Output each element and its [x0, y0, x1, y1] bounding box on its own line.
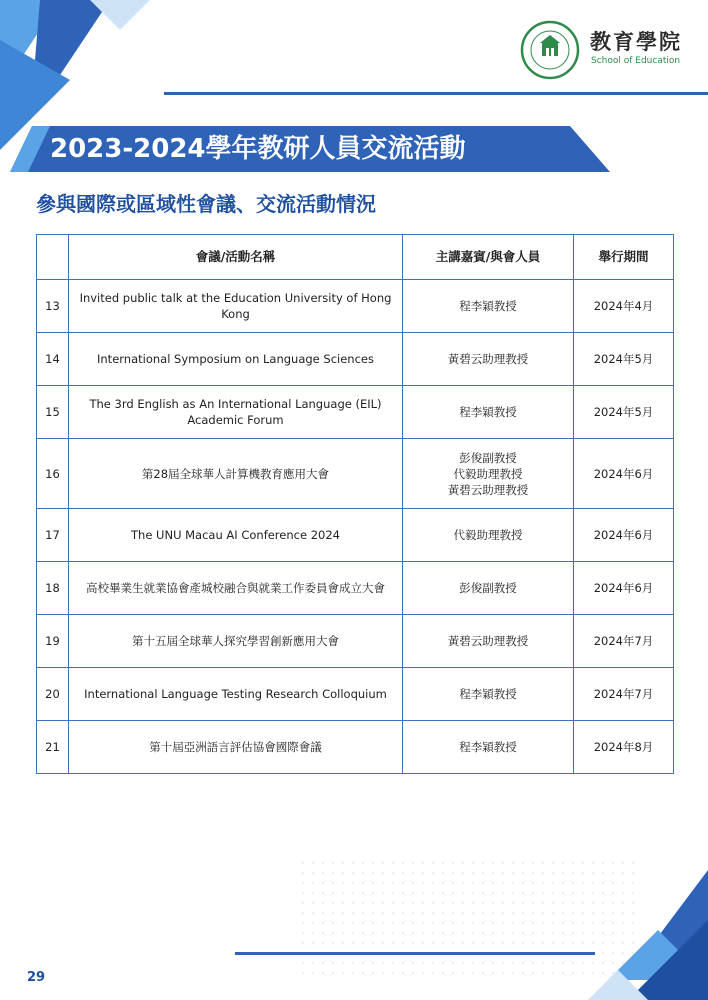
activity-date: 2024年6月	[574, 439, 674, 509]
school-name-english: School of Education	[591, 56, 681, 66]
header-cell: 舉行期間	[574, 235, 674, 280]
activity-name: 第28屆全球華人計算機教育應用大會	[69, 439, 403, 509]
row-number: 19	[37, 615, 69, 668]
row-number: 13	[37, 280, 69, 333]
page-number: 29	[27, 970, 46, 985]
header-cell: 主講嘉賓/與會人員	[403, 235, 574, 280]
university-seal-logo	[520, 20, 580, 80]
participants: 彭俊副教授 代毅助理教授 黃碧云助理教授	[403, 439, 574, 509]
table-row	[37, 615, 674, 668]
row-number: 21	[37, 721, 69, 774]
school-name-chinese: 教育學院	[590, 29, 682, 54]
participants: 彭俊副教授	[403, 562, 574, 615]
table-row	[37, 439, 674, 509]
activity-date: 2024年7月	[574, 668, 674, 721]
activity-name: The UNU Macau AI Conference 2024	[69, 509, 403, 562]
table-row	[37, 386, 674, 439]
row-number: 15	[37, 386, 69, 439]
activity-date: 2024年7月	[574, 615, 674, 668]
activity-name: International Symposium on Language Sciences	[69, 333, 403, 386]
page-title: 2023-2024學年教研人員交流活動	[50, 134, 466, 164]
activity-date: 2024年5月	[574, 333, 674, 386]
corner-decoration-bottom-right	[588, 860, 708, 1000]
activity-date: 2024年5月	[574, 386, 674, 439]
row-number: 17	[37, 509, 69, 562]
participants: 程李穎教授	[403, 280, 574, 333]
activity-name: Invited public talk at the Education University of Hong Kong	[69, 280, 403, 333]
activity-name: International Language Testing Research Colloquium	[69, 668, 403, 721]
activity-date: 2024年4月	[574, 280, 674, 333]
activity-name: 高校畢業生就業協會產城校融合與就業工作委員會成立大會	[69, 562, 403, 615]
row-number: 16	[37, 439, 69, 509]
table-row	[37, 562, 674, 615]
participants: 程李穎教授	[403, 386, 574, 439]
header-divider	[164, 92, 708, 95]
activity-date: 2024年8月	[574, 721, 674, 774]
participants: 黃碧云助理教授	[403, 333, 574, 386]
footer-divider	[235, 952, 595, 955]
activities-table	[36, 234, 674, 774]
participants: 程李穎教授	[403, 721, 574, 774]
row-number: 14	[37, 333, 69, 386]
participants: 程李穎教授	[403, 668, 574, 721]
table-row	[37, 509, 674, 562]
header-cell	[37, 235, 69, 280]
table-row	[37, 333, 674, 386]
activity-name: 第十屆亞洲語言評估協會國際會議	[69, 721, 403, 774]
header-cell: 會議/活動名稱	[69, 235, 403, 280]
table-row	[37, 721, 674, 774]
activity-date: 2024年6月	[574, 562, 674, 615]
section-title: 參與國際或區域性會議、交流活動情況	[36, 192, 376, 216]
table-header-row	[37, 235, 674, 280]
activity-date: 2024年6月	[574, 509, 674, 562]
row-number: 20	[37, 668, 69, 721]
participants: 黃碧云助理教授	[403, 615, 574, 668]
participants: 代毅助理教授	[403, 509, 574, 562]
table-row	[37, 280, 674, 333]
activity-name: The 3rd English as An International Language (EIL) Academic Forum	[69, 386, 403, 439]
activity-name: 第十五屆全球華人探究學習創新應用大會	[69, 615, 403, 668]
table-row	[37, 668, 674, 721]
row-number: 18	[37, 562, 69, 615]
